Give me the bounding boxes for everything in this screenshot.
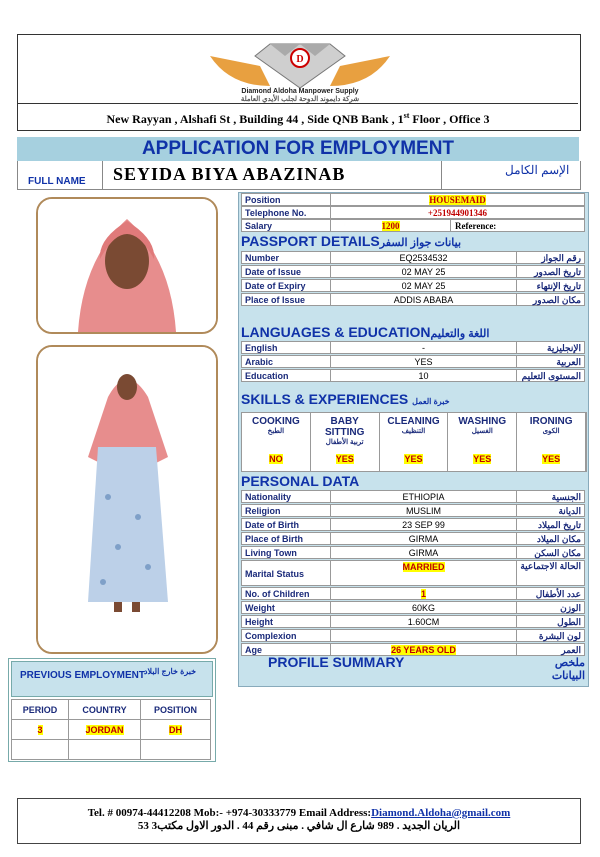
row-value-cell [331, 587, 517, 600]
company-name [195, 88, 405, 104]
row-label: No. of Children [241, 587, 331, 600]
languages-heading-en: LANGUAGES & EDUCATION [241, 324, 431, 340]
row-value-cell [331, 490, 517, 503]
row-label-ar: عدد الأطفال [517, 587, 585, 600]
row-label: Education [241, 369, 331, 382]
row-label: Complexion [241, 629, 331, 642]
languages-heading [241, 324, 585, 340]
address-text: New Rayyan , Alshafi St , Building 44 , Side QNB Bank , 1 [106, 112, 404, 126]
row-value-cell [331, 279, 517, 292]
svg-text:D: D [296, 54, 304, 65]
personal-row [241, 546, 585, 559]
personal-heading: PERSONAL DATA [241, 473, 360, 489]
skill-cleaning [380, 413, 449, 471]
salary-label: Salary [241, 219, 331, 232]
personal-row [241, 615, 585, 628]
row-label: Arabic [241, 355, 331, 368]
column-header: POSITION [140, 700, 210, 720]
profile-summary-label: PROFILE SUMMARY [268, 654, 405, 670]
row-value-cell [331, 504, 517, 517]
previous-employment-box [8, 658, 216, 762]
row-label: Age [241, 643, 331, 656]
skill-value: YES [335, 454, 354, 464]
footer-line2: 53 الريان الجديد . 989 شارع ال شافي . مبنى رقم 44 . الدور الاول مكتب3 [137, 820, 461, 832]
row-label-ar: الإنجليزية [517, 341, 585, 354]
lang-row [241, 341, 585, 354]
row-label-ar: الطول [517, 615, 585, 628]
footer [17, 798, 581, 844]
personal-row [241, 504, 585, 517]
row-value: MUSLIM [405, 506, 441, 516]
portrait-photo [36, 197, 218, 334]
personal-row [241, 490, 585, 503]
skill-name-ar: الغسيل [471, 428, 493, 435]
previous-employment-title: PREVIOUS EMPLOYMENT [20, 670, 146, 681]
skills-heading [241, 391, 585, 407]
row-label: Place of Birth [241, 532, 331, 545]
passport-heading [241, 233, 585, 249]
row-value: EQ2534532 [399, 253, 448, 263]
row-label-ar: رقم الجواز [517, 251, 585, 264]
personal-row [241, 629, 585, 642]
row-label-ar: الحالة الاجتماعية [517, 560, 585, 586]
row-label-ar: مكان الميلاد [517, 532, 585, 545]
skills-table [241, 412, 587, 472]
table-cell: DH [140, 720, 210, 740]
telephone-label: Telephone No. [241, 206, 331, 219]
table-cell: JORDAN [69, 720, 141, 740]
company-name-ar: شركة دايموند الدوحة لجلب الأيدي العاملة [240, 96, 360, 103]
skill-washing [448, 413, 517, 471]
row-value-cell [331, 532, 517, 545]
table-cell [12, 740, 69, 760]
row-value-cell [331, 355, 517, 368]
row-value-cell [331, 629, 517, 642]
row-value: ETHIOPIA [402, 492, 445, 502]
row-label-ar: الوزن [517, 601, 585, 614]
row-label-ar: العمر [517, 643, 585, 656]
row-label: Number [241, 251, 331, 264]
company-name-en: Diamond Aldoha Manpower Supply [241, 88, 359, 95]
skill-value: YES [404, 454, 423, 464]
passport-row [241, 251, 585, 264]
row-value: - [422, 343, 425, 353]
address-suffix: Floor , Office 3 [412, 112, 490, 126]
footer-email-link[interactable]: Diamond.Aldoha@gmail.com [371, 807, 511, 819]
passport-heading-ar: بيانات جواز السفر [379, 237, 462, 249]
salary-value-cell [331, 219, 451, 232]
skills-heading-en: SKILLS & EXPERIENCES [241, 391, 409, 407]
skill-ironing [517, 413, 586, 471]
row-label: Date of Issue [241, 265, 331, 278]
skill-name: WASHING [458, 416, 507, 427]
column-header: PERIOD [12, 700, 69, 720]
personal-row [241, 601, 585, 614]
row-label-ar: لون البشرة [517, 629, 585, 642]
row-label: Date of Birth [241, 518, 331, 531]
position-value: HOUSEMAID [429, 195, 486, 205]
full-name-label: FULL NAME [28, 176, 86, 187]
row-value: 26 YEARS OLD [391, 645, 456, 655]
skills-heading-ar: خبرة العمل [412, 397, 450, 406]
personal-row [241, 587, 585, 600]
row-value-cell [331, 265, 517, 278]
skill-name-ar: الكوى [542, 428, 560, 435]
row-value-cell [331, 546, 517, 559]
table-row [12, 720, 211, 740]
telephone-row [241, 206, 585, 219]
row-label-ar: تاريخ الميلاد [517, 518, 585, 531]
row-label: Marital Status [241, 560, 331, 586]
salary-row [241, 219, 585, 232]
address-sup: st [403, 111, 410, 120]
row-label: Living Town [241, 546, 331, 559]
full-name-value: SEYIDA BIYA ABAZINAB [102, 161, 442, 189]
reference-label: Reference: [451, 219, 585, 232]
languages-heading-ar: اللغة والتعليم [430, 328, 490, 340]
row-label-ar: مكان الصدور [517, 293, 585, 306]
row-value: 23 SEP 99 [402, 520, 445, 530]
row-value-cell [331, 615, 517, 628]
full-name-label-ar: الإسم الكامل [505, 163, 570, 177]
position-value-cell [331, 193, 585, 206]
footer-line1 [18, 807, 580, 819]
row-label: English [241, 341, 331, 354]
row-label: Place of Issue [241, 293, 331, 306]
column-header: COUNTRY [69, 700, 141, 720]
skill-name: CLEANING [387, 416, 440, 427]
row-label: Height [241, 615, 331, 628]
row-value: ADDIS ABABA [393, 295, 454, 305]
row-value: 02 MAY 25 [401, 267, 446, 277]
row-label-ar: تاريخ الإنتهاء [517, 279, 585, 292]
skill-value: NO [269, 454, 283, 464]
skill-name-ar: التنظيف [401, 428, 426, 435]
row-label: Weight [241, 601, 331, 614]
row-value: 02 MAY 25 [401, 281, 446, 291]
row-label-ar: العربية [517, 355, 585, 368]
row-label-ar: الجنسية [517, 490, 585, 503]
profile-summary-ar: ملخص البيانات [551, 657, 585, 682]
row-value: 10 [418, 371, 429, 381]
row-value: GIRMA [408, 548, 439, 558]
telephone-value: +251944901346 [331, 206, 585, 219]
row-value: MARRIED [402, 562, 445, 572]
row-label-ar: تاريخ الصدور [517, 265, 585, 278]
passport-heading-en: PASSPORT DETAILS [241, 233, 380, 249]
row-label-ar: مكان السكن [517, 546, 585, 559]
previous-employment-header [11, 661, 213, 697]
position-label: Position [241, 193, 331, 206]
table-cell: 3 [12, 720, 69, 740]
personal-row [241, 532, 585, 545]
footer-contact: Tel. # 00974-44412208 Mob:- +974-30333779 Email Address: [87, 807, 372, 819]
row-value-cell [331, 251, 517, 264]
previous-employment-table [11, 699, 211, 760]
row-value: GIRMA [408, 534, 439, 544]
table-cell [69, 740, 141, 760]
lang-row [241, 369, 585, 382]
row-value-cell [331, 560, 517, 586]
row-value-cell [331, 369, 517, 382]
page-title: APPLICATION FOR EMPLOYMENT [17, 137, 579, 161]
row-label-ar: الديانة [517, 504, 585, 517]
skill-name: BABY SITTING [324, 416, 365, 438]
passport-row [241, 293, 585, 306]
passport-row [241, 279, 585, 292]
row-value: 1.60CM [407, 617, 440, 627]
personal-row [241, 560, 585, 586]
row-label: Religion [241, 504, 331, 517]
row-label: Date of Expiry [241, 279, 331, 292]
previous-employment-title-ar: خبرة خارج البلاد [143, 667, 197, 676]
skill-name: COOKING [252, 416, 300, 427]
skill-value: YES [542, 454, 561, 464]
skill-value: YES [473, 454, 492, 464]
lang-row [241, 355, 585, 368]
full-body-photo [36, 345, 218, 654]
skill-name-ar: الطبخ [267, 428, 285, 435]
row-value-cell [331, 518, 517, 531]
row-value: 60KG [411, 603, 435, 613]
row-value-cell [331, 341, 517, 354]
passport-row [241, 265, 585, 278]
row-label-ar: المستوى التعليم [517, 369, 585, 382]
row-value: 1 [420, 589, 426, 599]
salary-value: 1200 [381, 221, 400, 231]
address-line [18, 103, 578, 128]
table-cell [140, 740, 210, 760]
skill-name: IRONING [529, 416, 573, 427]
skill-name-ar: تربية الأطفال [325, 439, 364, 446]
row-value-cell [331, 293, 517, 306]
skill-cooking [242, 413, 311, 471]
row-label: Nationality [241, 490, 331, 503]
row-value-cell [331, 601, 517, 614]
personal-row [241, 518, 585, 531]
position-row [241, 193, 585, 206]
skill-baby-sitting [311, 413, 380, 471]
row-value: YES [414, 357, 433, 367]
